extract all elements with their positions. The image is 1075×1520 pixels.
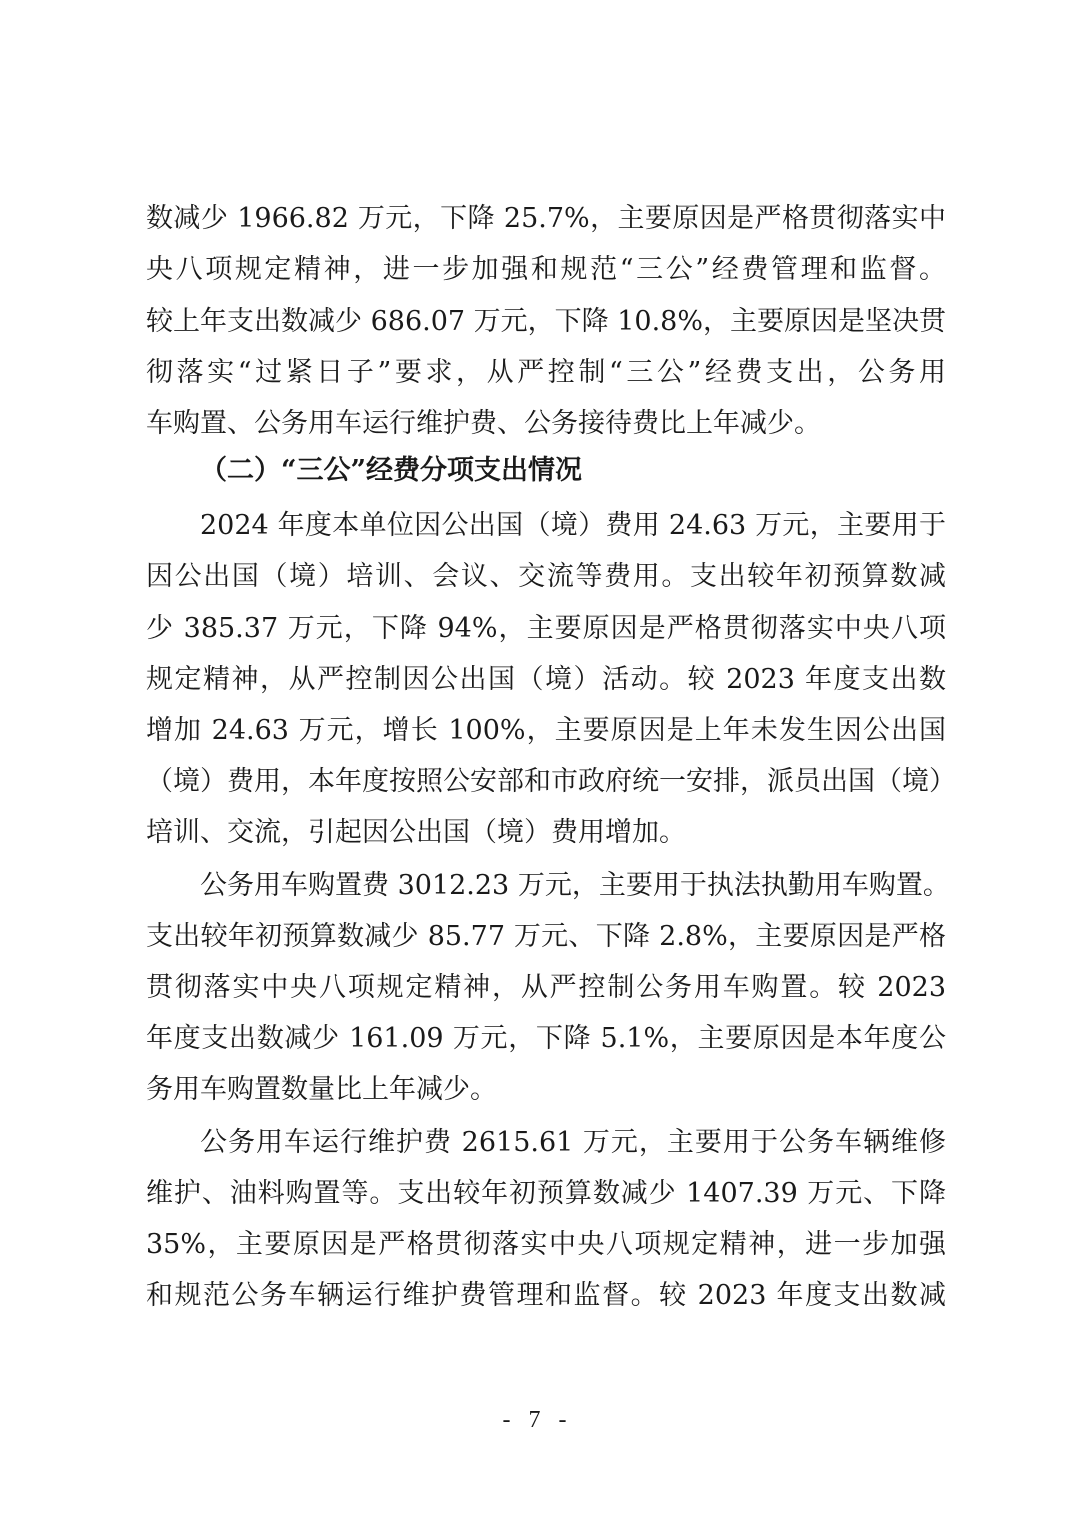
paragraph-2-line-3: 少 385.37 万元，下降 94%，主要原因是严格贯彻落实中央八项	[146, 613, 946, 644]
paragraph-2-line-6: （境）费用，本年度按照公安部和市政府统一安排，派员出国（境）	[146, 766, 956, 797]
paragraph-3-line-5: 务用车购置数量比上年减少。	[146, 1074, 497, 1105]
paragraph-1-line-3: 较上年支出数减少 686.07 万元，下降 10.8%，主要原因是坚决贯	[146, 306, 946, 337]
section-heading: （二）“三公”经费分项支出情况	[200, 455, 583, 486]
paragraph-4-line-3: 35%，主要原因是严格贯彻落实中央八项规定精神，进一步加强	[146, 1229, 946, 1260]
paragraph-1-line-2: 央八项规定精神，进一步加强和规范“三公”经费管理和监督。	[146, 254, 946, 285]
paragraph-1-line-4: 彻落实“过紧日子”要求，从严控制“三公”经费支出，公务用	[146, 357, 946, 388]
paragraph-1-line-5: 车购置、公务用车运行维护费、公务接待费比上年减少。	[146, 408, 821, 439]
paragraph-4-line-2: 维护、油料购置等。支出较年初预算数减少 1407.39 万元、下降	[146, 1178, 946, 1209]
paragraph-2-line-2: 因公出国（境）培训、会议、交流等费用。支出较年初预算数减	[146, 561, 946, 592]
paragraph-2-line-4: 规定精神，从严控制因公出国（境）活动。较 2023 年度支出数	[146, 664, 946, 695]
paragraph-3-line-2: 支出较年初预算数减少 85.77 万元、下降 2.8%，主要原因是严格	[146, 921, 946, 952]
paragraph-4-line-4: 和规范公务车辆运行维护费管理和监督。较 2023 年度支出数减	[146, 1280, 946, 1311]
paragraph-3-line-1: 公务用车购置费 3012.23 万元，主要用于执法执勤用车购置。	[200, 870, 950, 901]
paragraph-4-line-1: 公务用车运行维护费 2615.61 万元，主要用于公务车辆维修	[200, 1127, 946, 1158]
paragraph-2-line-7: 培训、交流，引起因公出国（境）费用增加。	[146, 817, 686, 848]
paragraph-3-line-4: 年度支出数减少 161.09 万元，下降 5.1%，主要原因是本年度公	[146, 1023, 946, 1054]
paragraph-1-line-1: 数减少 1966.82 万元，下降 25.7%，主要原因是严格贯彻落实中	[146, 203, 946, 234]
paragraph-2-line-5: 增加 24.63 万元，增长 100%，主要原因是上年未发生因公出国	[146, 715, 946, 746]
page-number: - 7 -	[502, 1407, 573, 1433]
paragraph-2-line-1: 2024 年度本单位因公出国（境）费用 24.63 万元，主要用于	[200, 510, 946, 541]
paragraph-3-line-3: 贯彻落实中央八项规定精神，从严控制公务用车购置。较 2023	[146, 972, 946, 1003]
